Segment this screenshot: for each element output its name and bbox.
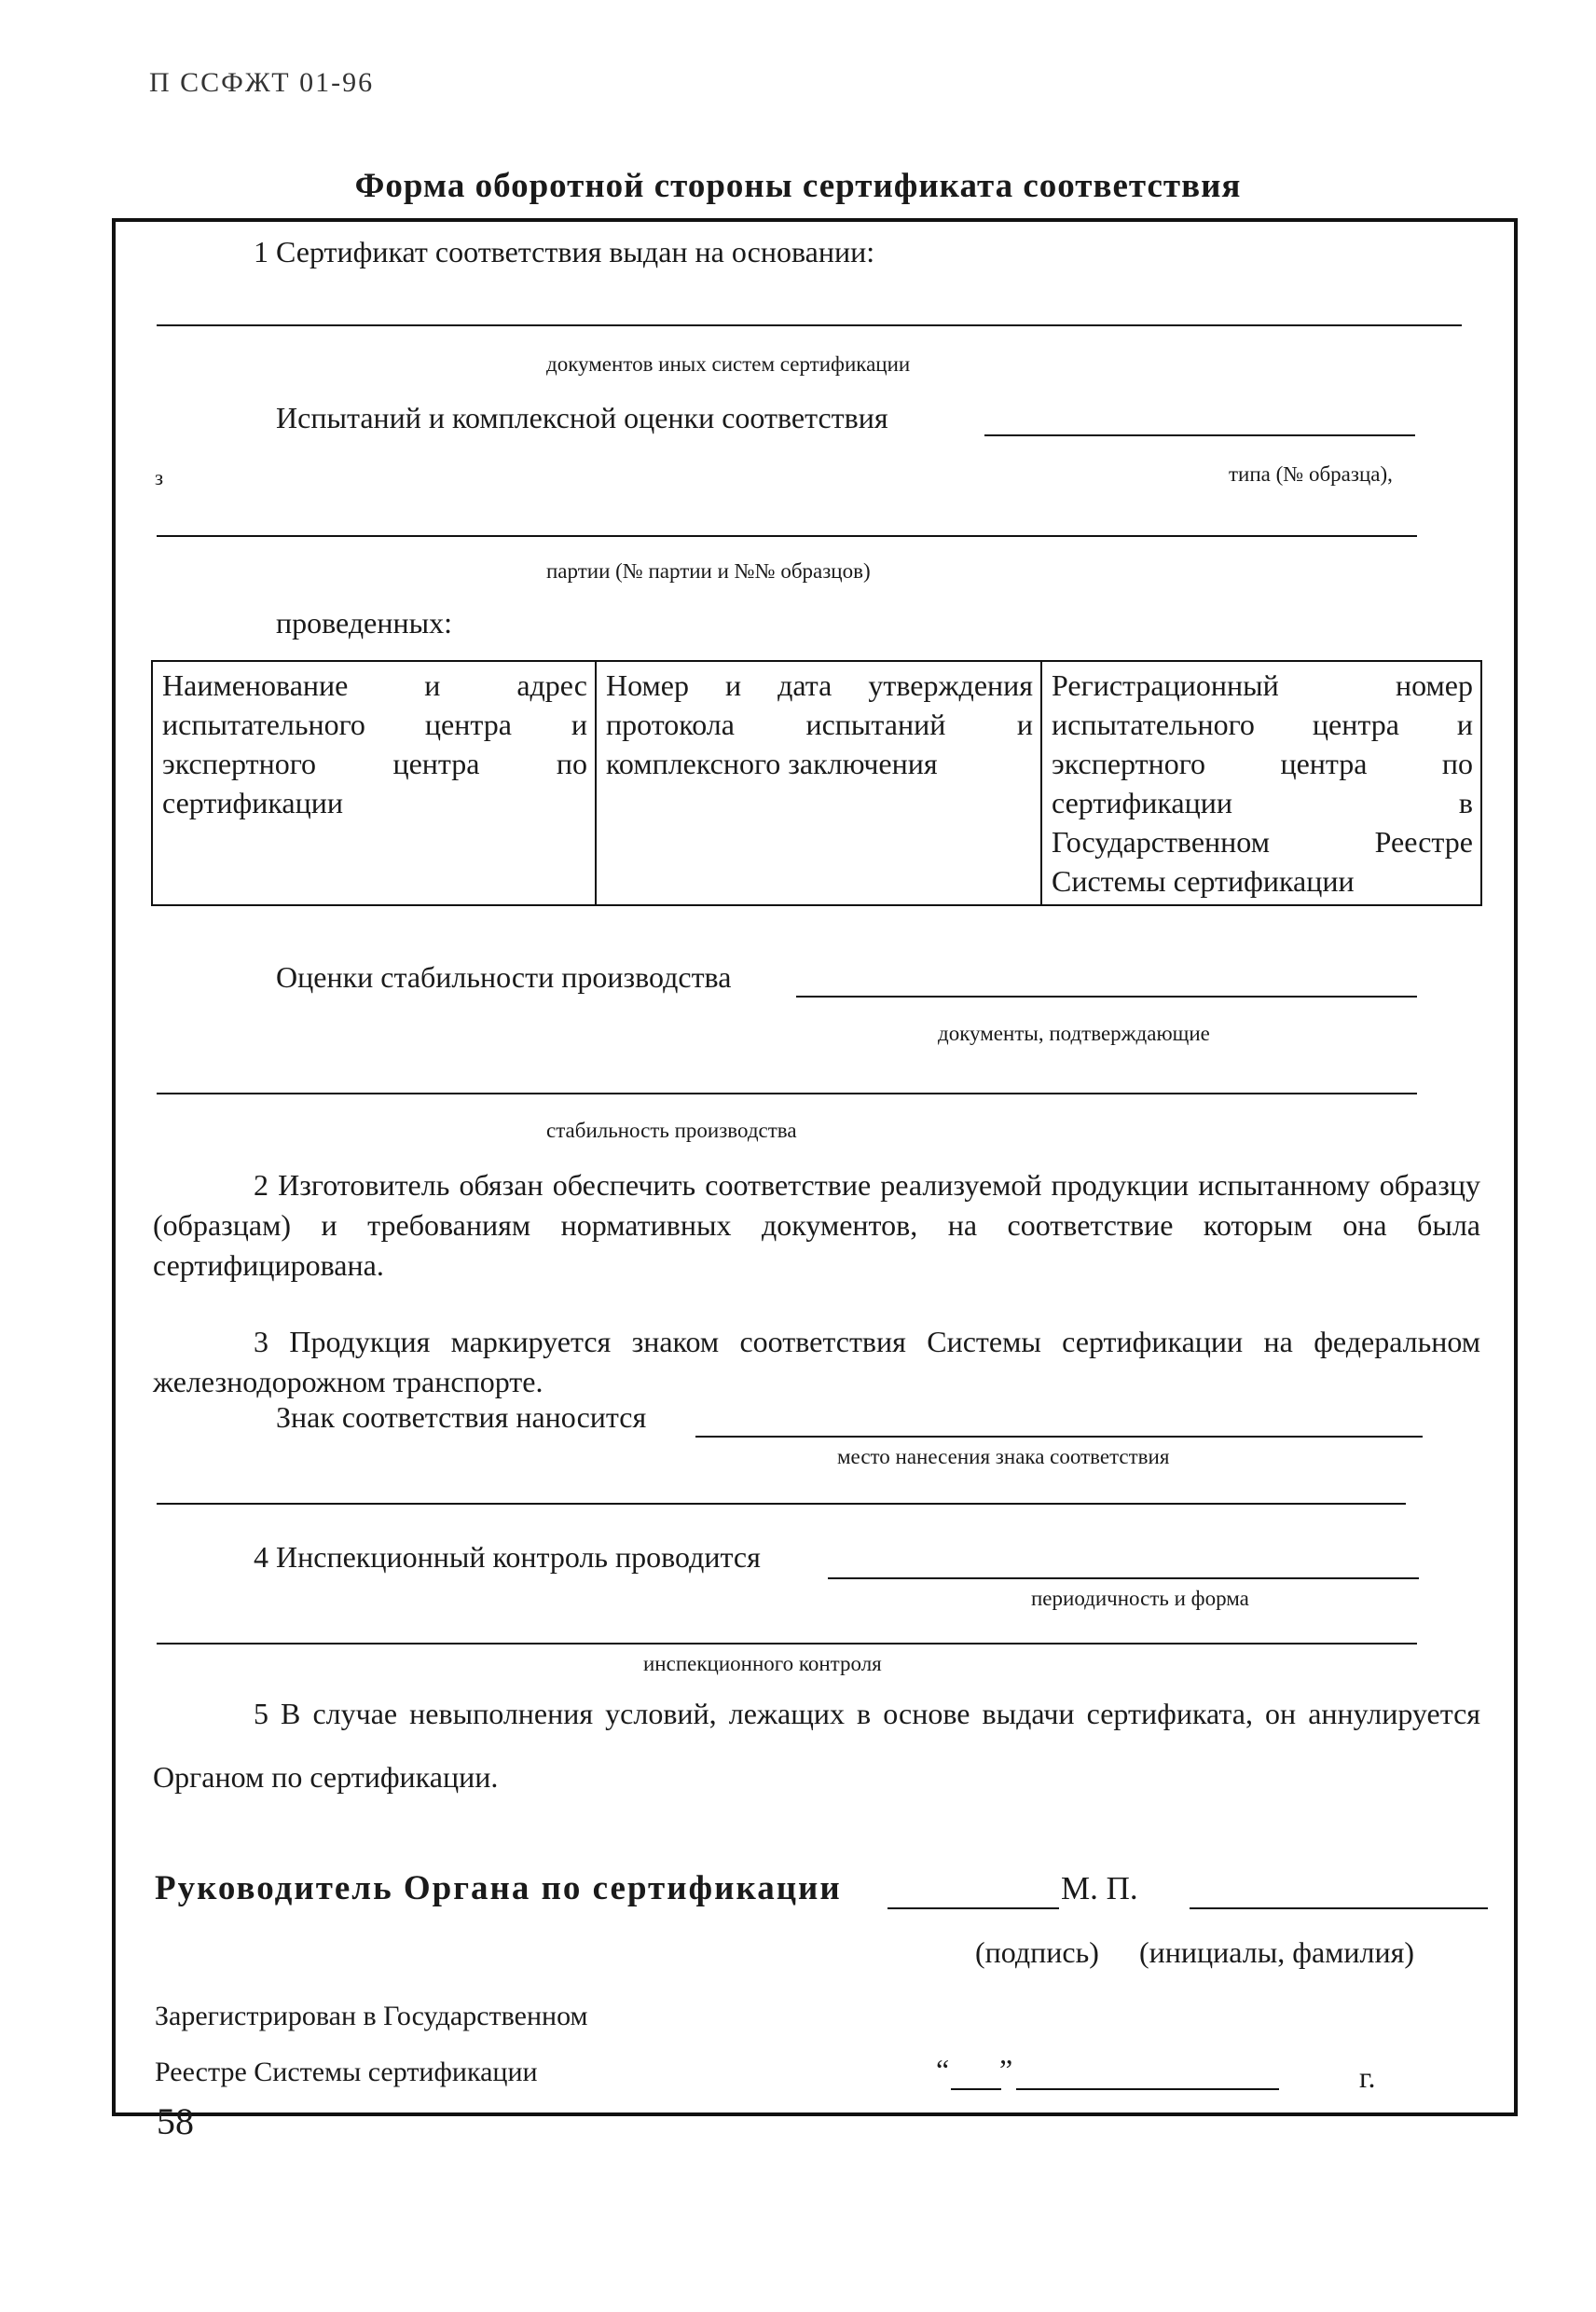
- caption-production-stability: стабильность производства: [546, 1119, 797, 1142]
- caption-signature: (подпись): [975, 1935, 1099, 1969]
- month-line: [1016, 2088, 1279, 2090]
- caption-confirming-docs: документы, подтверждающие: [938, 1022, 1210, 1045]
- open-quote: “: [936, 2053, 950, 2086]
- mark-line: [695, 1436, 1423, 1438]
- stamp-mark: М. П.: [1061, 1870, 1138, 1906]
- section-4-label: 4 Инспекционный контроль проводится: [254, 1540, 761, 1574]
- table-row: [152, 661, 1481, 905]
- document-code: П ССФЖТ 01-96: [149, 67, 375, 98]
- conducted-label: проведенных:: [276, 606, 452, 640]
- section-1-intro: 1 Сертификат соответствия выдан на основании:: [254, 235, 875, 268]
- caption-mark-place: место нанесения знака соответствия: [837, 1445, 1170, 1468]
- caption-initials: (инициалы, фамилия): [1139, 1935, 1415, 1969]
- type-line: [157, 535, 1417, 537]
- caption-other-systems: документов иных систем сертификации: [546, 352, 911, 376]
- mark-place-line: [157, 1503, 1406, 1505]
- stability-label: Оценки стабильности производства: [276, 960, 732, 994]
- registration-line-1: Зарегистрирован в Государственном: [155, 2001, 588, 2031]
- tests-label: Испытаний и комплексной оценки соответствия: [276, 401, 888, 434]
- section-2-text: 2 Изготовитель обязан обеспечить соответствие реализуемой продукции испытанному образцу (образцам) и требованиям нормативных документов, на соответствие которым она была сертифицирована.: [153, 1168, 1480, 1282]
- tests-line: [984, 434, 1415, 436]
- inspection-line: [828, 1577, 1419, 1579]
- caption-inspection-control: инспекционного контроля: [643, 1652, 882, 1675]
- table-cell-center-name: Наименование и адрес испытательного центра и экспертного центра по сертификации: [152, 661, 596, 905]
- form-title: Форма оборотной стороны сертификата соответствия: [354, 167, 1242, 205]
- close-quote: ”: [999, 2053, 1013, 2086]
- signature-line: [887, 1907, 1059, 1909]
- initials-line: [1190, 1907, 1488, 1909]
- section-3-text: 3 Продукция маркируется знаком соответствия Системы сертификации на федеральном железнодорожном транспорте.: [153, 1325, 1480, 1398]
- page-number: 58: [157, 2100, 194, 2142]
- mark-label: Знак соответствия наносится: [276, 1400, 647, 1434]
- basis-line: [157, 324, 1462, 326]
- caption-type: типа (№ образца),: [1229, 462, 1393, 486]
- stability-docs-line: [157, 1093, 1417, 1094]
- stability-line: [796, 996, 1417, 998]
- caption-batch: партии (№ партии и №№ образцов): [546, 559, 871, 583]
- test-centers-table: [151, 660, 1482, 906]
- day-line: [951, 2088, 1001, 2090]
- section-5-text: 5 В случае невыполнения условий, лежащих в основе выдачи сертификата, он аннулируется Органом по сертификации.: [153, 1697, 1480, 1794]
- inspection-form-line: [157, 1643, 1417, 1645]
- caption-period-form: периодичность и форма: [1031, 1587, 1249, 1610]
- year-suffix: г.: [1359, 2060, 1376, 2094]
- z-marker: з: [155, 466, 164, 489]
- table-cell-protocol: Номер и дата утверждения протокола испытаний и комплексного заключения: [596, 661, 1041, 905]
- head-of-body-title: Руководитель Органа по сертификации: [155, 1869, 842, 1907]
- table-cell-registration-number: Регистрационный номер испытательного центра и экспертного центра по сертификации в Государственном Реестре Системы сертификации: [1041, 661, 1481, 905]
- registration-line-2: Реестре Системы сертификации: [155, 2057, 538, 2087]
